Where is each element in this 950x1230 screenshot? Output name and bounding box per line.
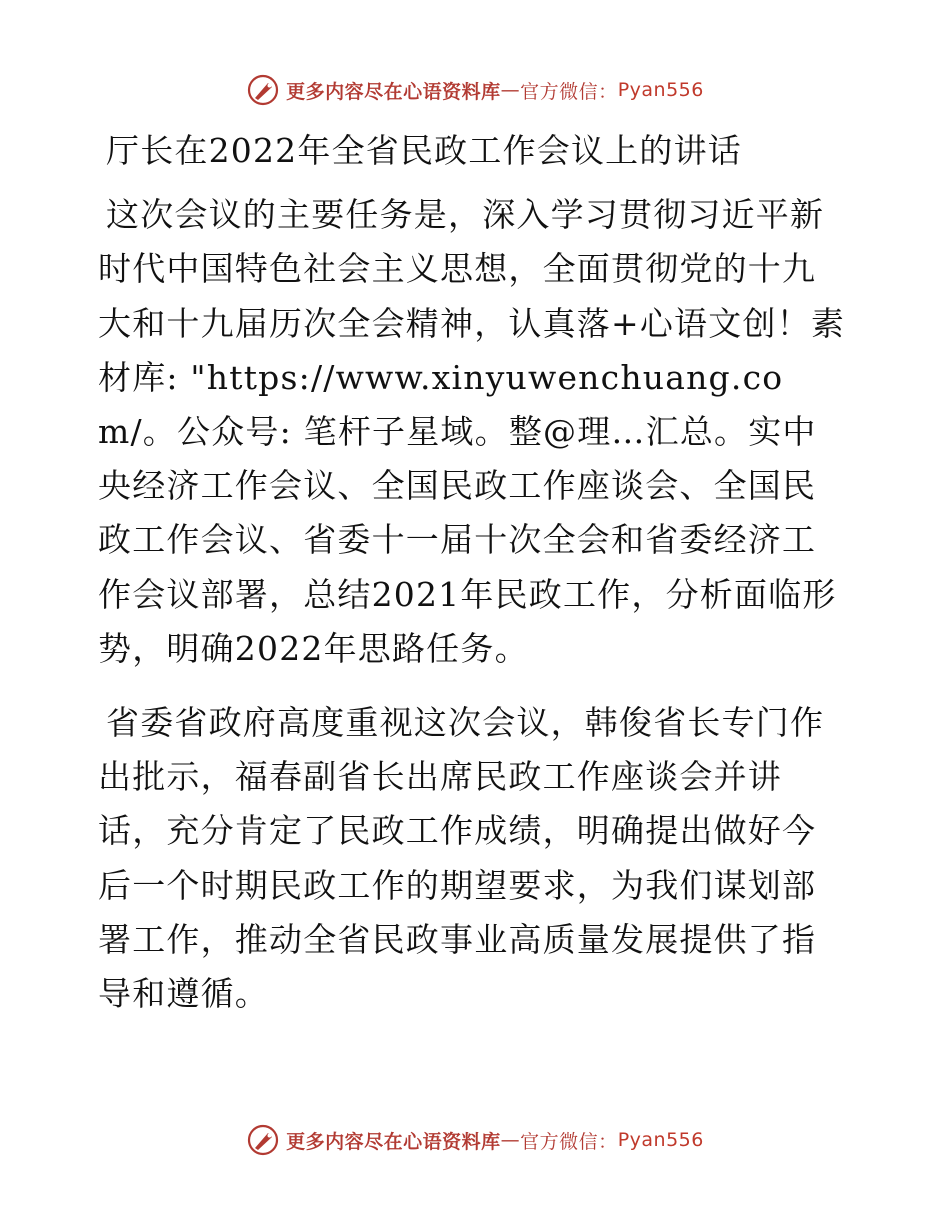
banner-brand-text: 更多内容尽在心语资料库 [286, 80, 501, 103]
banner-wechat-label: 官方微信： [520, 1130, 618, 1153]
banner-separator: — [500, 79, 521, 101]
banner-brand-text: 更多内容尽在心语资料库 [286, 1130, 501, 1153]
footer-banner [0, 1120, 950, 1160]
document-body [98, 124, 850, 1021]
document-title: 厅长在2022年全省民政工作会议上的讲话 [106, 131, 742, 170]
pen-nib-logo-icon [246, 73, 280, 107]
banner-wechat-id: Pyan556 [617, 1129, 704, 1151]
paragraph: 这次会议的主要任务是，深入学习贯彻习近平新时代中国特色社会主义思想，全面贯彻党的十九大和十九届历次全会精神，认真落+心语文创！素材库: "https://www.xinyuwenchuang.com/。公众号: 笔杆子星域。整@理…汇总。实中央经济工作会议、全国民政工作座谈会、全国民政工作会议、省委十一届十次全会和省委经济工作会议部署，总结2021年民政工作，分析面临形势，明确2022年思路任务。 [98, 195, 846, 668]
banner-wechat-id: Pyan556 [617, 79, 704, 101]
header-banner [0, 70, 950, 110]
paragraph: 省委省政府高度重视这次会议，韩俊省长专门作出批示，福春副省长出席民政工作座谈会并讲话，充分肯定了民政工作成绩，明确提出做好今后一个时期民政工作的期望要求，为我们谋划部署工作，推动全省民政事业高质量发展提供了指导和遵循。 [98, 703, 825, 1014]
pen-nib-logo-icon [246, 1123, 280, 1157]
banner-separator: — [500, 1129, 521, 1151]
banner-wechat-label: 官方微信： [520, 80, 618, 103]
